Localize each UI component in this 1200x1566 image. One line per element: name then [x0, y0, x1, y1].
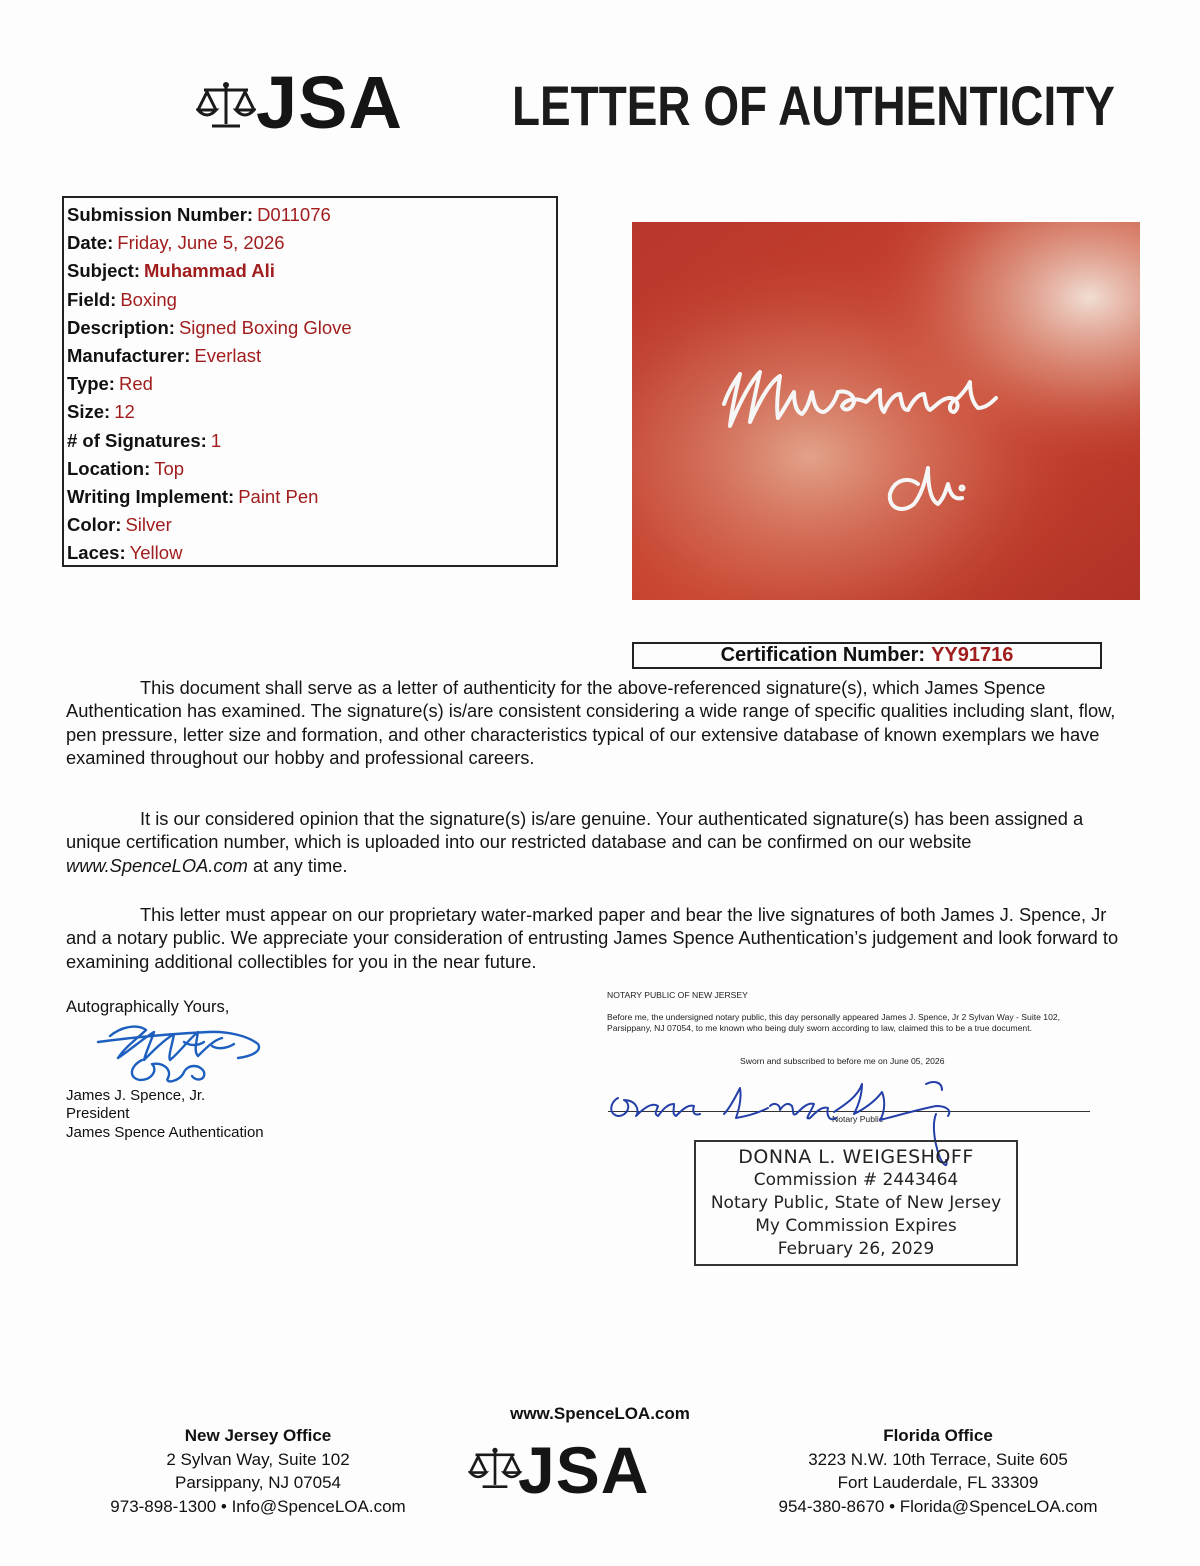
detail-value: Friday, June 5, 2026	[117, 232, 285, 254]
detail-value: Yellow	[129, 542, 183, 564]
james-spence-signature	[88, 1016, 268, 1086]
signer-title: President	[66, 1105, 130, 1122]
detail-label: Date:	[67, 232, 114, 254]
certification-number-box	[632, 642, 1102, 669]
jsa-logo-text: JSA	[518, 1433, 650, 1507]
jsa-logo-text: JSA	[256, 61, 403, 144]
detail-value: Everlast	[194, 344, 262, 366]
detail-value: Silver	[125, 514, 172, 536]
office-email[interactable]: Florida@SpenceLOA.com	[899, 1496, 1098, 1516]
detail-value: 1	[210, 429, 222, 451]
website-link[interactable]: www.SpenceLOA.com	[66, 854, 248, 876]
paragraph-2-text: It is our considered opinion that the signature(s) is/are genuine. Your authenticated signature(s) has been assigned a unique certification number, which is uploaded into our restricted database and can be confirmed on our website	[66, 808, 1084, 853]
notary-heading: NOTARY PUBLIC OF NEW JERSEY	[607, 990, 748, 1000]
notary-title: Notary Public, State of New Jersey	[710, 1193, 1002, 1213]
paragraph-2-end: at any time.	[247, 854, 348, 876]
detail-row-subject	[67, 257, 556, 285]
scales-of-justice-icon	[468, 1446, 522, 1492]
detail-value: Top	[154, 457, 185, 479]
signer-name: James J. Spence, Jr.	[66, 1087, 206, 1104]
paragraph-3-text: This letter must appear on our proprietary water-marked paper and bear the live signatures of both James J. Spence, Jr and a notary public. We appreciate your consideration of entrusting James Spence Authentication’s judgement and look forward to examining additional collectibles for you in the near future.	[66, 904, 1119, 972]
detail-label: Field:	[67, 288, 117, 310]
detail-row-field	[67, 286, 556, 314]
certification-number: YY91716	[931, 644, 1014, 666]
office-address-line-2: Parsippany, NJ 07054	[174, 1473, 341, 1492]
certification-label: Certification Number:	[720, 644, 926, 666]
detail-label: Location:	[67, 457, 151, 479]
office-address-line-2: Fort Lauderdale, FL 33309	[837, 1473, 1039, 1492]
office-address-line-1: 3223 N.W. 10th Terrace, Suite 605	[808, 1449, 1068, 1469]
detail-label: Description:	[67, 316, 175, 338]
glove-signature-image	[632, 222, 1140, 600]
page-title: LETTER OF AUTHENTICITY	[512, 74, 1115, 137]
detail-row-manufacturer	[67, 342, 556, 370]
new-jersey-office	[88, 1424, 428, 1518]
paragraph-1-text: This document shall serve as a letter of authenticity for the above-referenced signature(s), which James Spence Authentication has examined. The signature(s) is/are consistent considering a wide range of specific qualities including slant, flow, pen pressure, letter size and formation, and other characteristics typical of our extensive database of known exemplars we have examined throughout our hobby and professional careers.	[66, 677, 1116, 769]
detail-label: Manufacturer:	[67, 344, 191, 366]
detail-label: Size:	[67, 401, 111, 423]
detail-row-type	[67, 370, 556, 398]
footer-website-link[interactable]: www.SpenceLOA.com	[510, 1404, 690, 1423]
item-details-box	[62, 196, 558, 567]
detail-label: Type:	[67, 373, 115, 395]
notary-commission: Commission # 2443464	[753, 1170, 959, 1190]
signer-company: James Spence Authentication	[66, 1124, 264, 1141]
detail-row-color	[67, 511, 556, 539]
detail-row-location	[67, 455, 556, 483]
office-phone[interactable]: 954-380-8670	[778, 1496, 885, 1516]
detail-value: 12	[114, 401, 135, 423]
detail-row-size	[67, 398, 556, 426]
office-address-line-1: 2 Sylvan Way, Suite 102	[166, 1449, 350, 1469]
detail-label: Writing Implement:	[67, 485, 235, 507]
office-phone[interactable]: 973-898-1300	[110, 1496, 217, 1516]
letterhead	[0, 61, 1200, 144]
detail-label: Subject:	[67, 260, 140, 282]
closing-line: Autographically Yours,	[66, 998, 230, 1016]
office-contact: 973-898-1300 • Info@SpenceLOA.com	[110, 1496, 406, 1516]
office-contact: 954-380-8670 • Florida@SpenceLOA.com	[778, 1496, 1098, 1516]
detail-label: # of Signatures:	[67, 429, 207, 451]
paragraph-1	[66, 676, 1134, 770]
florida-office	[757, 1424, 1119, 1518]
commission-expires-date: February 26, 2029	[777, 1239, 935, 1259]
detail-row-description	[67, 314, 556, 342]
detail-row-writing-implement	[67, 483, 556, 511]
detail-value: Red	[118, 373, 153, 395]
detail-row-date	[67, 229, 556, 257]
footer-logo	[462, 1432, 742, 1512]
office-title: New Jersey Office	[184, 1426, 332, 1445]
paragraph-3	[66, 903, 1134, 973]
detail-row-signature-count	[67, 427, 556, 455]
detail-value: Muhammad Ali	[143, 260, 275, 282]
signed-glove-photo	[632, 222, 1140, 600]
detail-value: Signed Boxing Glove	[178, 316, 352, 338]
detail-row-laces	[67, 539, 556, 567]
detail-value: D011076	[257, 204, 331, 225]
office-title: Florida Office	[883, 1426, 993, 1445]
scales-of-justice-icon	[196, 80, 256, 132]
paragraph-2	[66, 807, 1134, 877]
commission-expires-label: My Commission Expires	[755, 1216, 957, 1236]
office-email[interactable]: Info@SpenceLOA.com	[231, 1496, 406, 1516]
detail-label: Submission Number:	[67, 204, 254, 225]
sworn-statement: Sworn and subscribed to before me on June 05, 2026	[740, 1056, 945, 1066]
notary-statement: Before me, the undersigned notary public, this day personally appeared James J. Spence, Jr 2 Sylvan Way - Suite 102, Parsippany, NJ 07054, to me known who being duly sworn according to law, claimed this to be a true document.	[607, 1012, 1061, 1033]
notary-stamp	[694, 1140, 1018, 1266]
notary-public-label: Notary Public	[832, 1114, 884, 1124]
detail-value: Boxing	[120, 288, 177, 310]
detail-row-submission-number	[67, 201, 556, 229]
detail-label: Laces:	[67, 542, 126, 564]
notary-name: DONNA L. WEIGESHOFF	[738, 1146, 974, 1168]
detail-value: Paint Pen	[238, 485, 319, 507]
detail-label: Color:	[67, 514, 122, 536]
